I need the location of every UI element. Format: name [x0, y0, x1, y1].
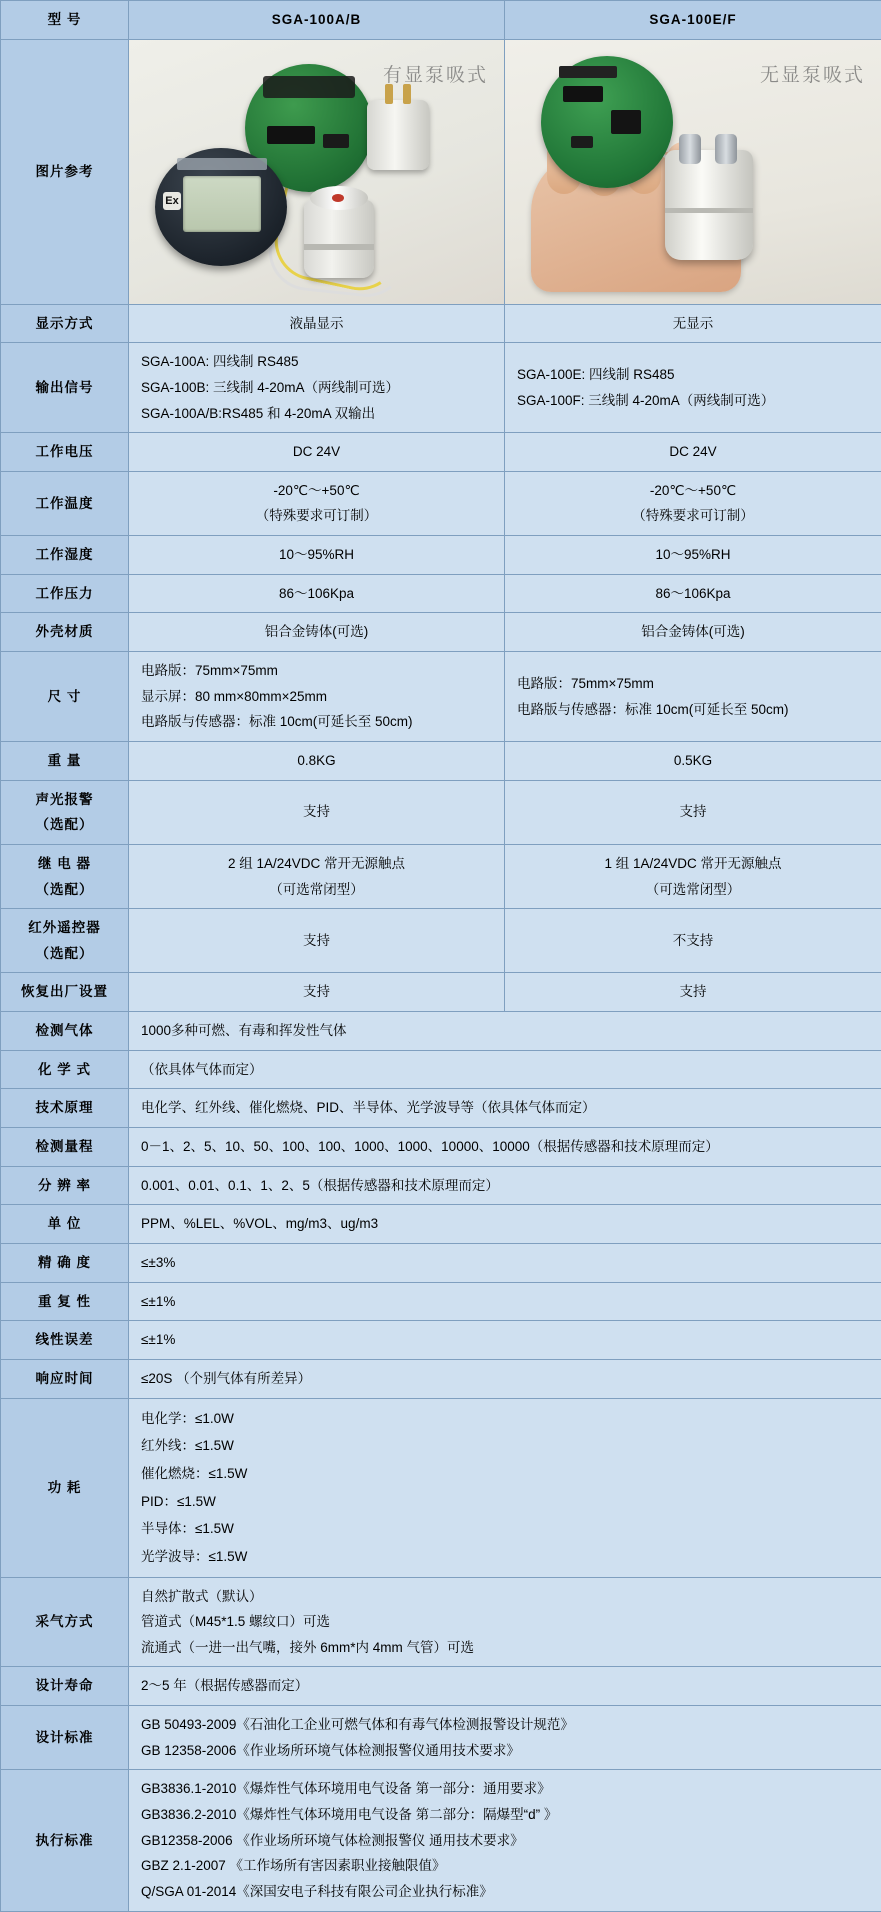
cell-alarm-e: [505, 780, 881, 844]
header-model-a: SGA-100A/B: [129, 1, 505, 40]
text-line: 红外线：≤1.5W: [141, 1432, 873, 1460]
text-line: PID：≤1.5W: [141, 1488, 873, 1516]
text-line: ≤20S （个别气体有所差异）: [141, 1366, 873, 1392]
lines: [9, 1828, 120, 1854]
cell-weight-e: [505, 741, 881, 780]
lcd-screen: [183, 176, 261, 232]
row-label-weight: 重 量: [1, 741, 129, 780]
text-line: 10～95%RH: [513, 542, 873, 568]
text-line: GBZ 2.1-2007 《工作场所有害因素职业接触限值》: [141, 1853, 873, 1879]
table-row: [1, 1050, 881, 1089]
lines: [9, 1673, 120, 1699]
cell-execution-standard: [129, 1770, 881, 1911]
sensor-seam: [665, 208, 753, 213]
display-meter: [155, 148, 287, 266]
row-label-photo: 图片参考: [1, 39, 129, 304]
text-line: 设计标准: [9, 1725, 120, 1751]
lines: [141, 1018, 873, 1044]
text-line: SGA-100A/B:RS485 和 4-20mA 双输出: [141, 401, 496, 427]
text-line: 电路版与传感器：标准 10cm(可延长至 50cm): [141, 709, 496, 735]
text-line: 催化燃烧：≤1.5W: [141, 1460, 873, 1488]
table-row: [1, 1282, 881, 1321]
row-label-design-standard: [1, 1706, 129, 1770]
text-line: 2～5 年（根据传感器而定）: [141, 1673, 873, 1699]
text-line: -20℃～+50℃: [513, 478, 873, 504]
chip-icon: [571, 136, 593, 148]
text-line: 0－1、2、5、10、50、100、100、1000、1000、10000、10000（根据传感器和技术原理而定）: [141, 1134, 873, 1160]
text-line: 执行标准: [9, 1828, 120, 1854]
lines: [141, 1289, 873, 1315]
sensor-connector: [367, 100, 429, 170]
cell-pressure-a: [129, 574, 505, 613]
table-row: [1, 343, 881, 433]
lines: [137, 581, 496, 607]
text-line: DC 24V: [513, 439, 873, 465]
lines: [513, 439, 873, 465]
cell-range: [129, 1128, 881, 1167]
text-line: 电化学、红外线、催化燃烧、PID、半导体、光学波导等（依具体气体而定）: [141, 1095, 873, 1121]
text-line: 设计寿命: [9, 1673, 120, 1699]
row-label-pressure: 工作压力: [1, 574, 129, 613]
table-row: [1, 574, 881, 613]
table-row: [1, 1398, 881, 1577]
pin-header-icon: [559, 66, 617, 78]
lines: [137, 979, 496, 1005]
lines: [137, 748, 496, 774]
cell-factory-reset-e: [505, 973, 881, 1012]
row-label-accuracy: [1, 1243, 129, 1282]
lines: [517, 362, 873, 413]
text-line: 光学波导：≤1.5W: [141, 1543, 873, 1571]
lines: [513, 799, 873, 825]
table-row: [1, 741, 881, 780]
table-row: [1, 1205, 881, 1244]
lines: [9, 1725, 120, 1751]
text-line: 分 辨 率: [9, 1173, 120, 1199]
row-label-repeatability: [1, 1282, 129, 1321]
lines: [9, 1095, 120, 1121]
photo-a-caption: 有显泵吸式: [383, 58, 488, 94]
text-line: 0.001、0.01、0.1、1、2、5（根据传感器和技术原理而定）: [141, 1173, 873, 1199]
table-row: [1, 1321, 881, 1360]
row-label-execution-standard: [1, 1770, 129, 1911]
cell-voltage-a: [129, 433, 505, 472]
lines: [141, 1211, 873, 1237]
text-line: （选配）: [9, 877, 120, 903]
text-line: 支持: [137, 928, 496, 954]
text-line: 不支持: [513, 928, 873, 954]
row-label-lifetime: [1, 1667, 129, 1706]
lines: [9, 1327, 120, 1353]
table-header-row: [1, 1, 881, 40]
lines: [137, 928, 496, 954]
lines: [141, 1366, 873, 1392]
text-line: （可选常闭型）: [513, 877, 873, 903]
text-line: 铝合金铸体(可选): [137, 619, 496, 645]
table-row: [1, 1012, 881, 1051]
text-line: 1000多种可燃、有毒和挥发性气体: [141, 1018, 873, 1044]
lines: [137, 311, 496, 337]
lines: [141, 1712, 873, 1763]
photo-cell-e: [505, 39, 881, 304]
text-line: SGA-100E: 四线制 RS485: [517, 362, 873, 388]
text-line: PPM、%LEL、%VOL、mg/m3、ug/m3: [141, 1211, 873, 1237]
cell-ir-remote-a: [129, 909, 505, 973]
text-line: 重 复 性: [9, 1289, 120, 1315]
table-row: [1, 1667, 881, 1706]
lines: [513, 311, 873, 337]
meter-band: [177, 158, 267, 170]
text-line: 检测量程: [9, 1134, 120, 1160]
lines: [9, 1475, 120, 1501]
row-label-technology: [1, 1089, 129, 1128]
text-line: ≤±1%: [141, 1289, 873, 1315]
cell-voltage-e: [505, 433, 881, 472]
lines: [141, 1095, 873, 1121]
row-label-linearity: [1, 1321, 129, 1360]
cell-factory-reset-a: [129, 973, 505, 1012]
lines: [513, 619, 873, 645]
chip-icon: [611, 110, 641, 134]
table-row: [1, 536, 881, 575]
lines: [141, 658, 496, 735]
lines: [137, 542, 496, 568]
cell-chemical-formula: [129, 1050, 881, 1089]
row-label-range: [1, 1128, 129, 1167]
lines: [9, 1057, 120, 1083]
lines: [9, 1018, 120, 1044]
row-label-response-time: [1, 1359, 129, 1398]
cell-humidity-e: [505, 536, 881, 575]
cell-housing-e: [505, 613, 881, 652]
table-row: [1, 39, 881, 304]
text-line: （选配）: [9, 812, 120, 838]
cell-display-e: [505, 304, 881, 343]
table-row: [1, 1166, 881, 1205]
table-row: [1, 1128, 881, 1167]
table-row: [1, 304, 881, 343]
text-line: 电路版与传感器：标准 10cm(可延长至 50cm): [517, 697, 873, 723]
text-line: 响应时间: [9, 1366, 120, 1392]
text-line: 支持: [137, 979, 496, 1005]
text-line: 红外遥控器: [9, 915, 120, 941]
cell-temperature-e: [505, 471, 881, 535]
lines: [141, 1405, 873, 1571]
lines: [513, 478, 873, 529]
row-label-dimensions: 尺 寸: [1, 652, 129, 742]
text-line: Q/SGA 01-2014《深国安电子科技有限公司企业执行标准》: [141, 1879, 873, 1905]
text-line: 铝合金铸体(可选): [513, 619, 873, 645]
lines: [137, 799, 496, 825]
text-line: GB 50493-2009《石油化工企业可燃气体和有毒气体检测报警设计规范》: [141, 1712, 873, 1738]
text-line: 管道式（M45*1.5 螺纹口）可选: [141, 1609, 873, 1635]
text-line: 电化学：≤1.0W: [141, 1405, 873, 1433]
table-row: [1, 1577, 881, 1667]
lines: [137, 851, 496, 902]
lines: [9, 851, 120, 902]
lines: [9, 1173, 120, 1199]
chip-icon: [267, 126, 315, 144]
gas-port-icon: [715, 134, 737, 164]
text-line: 电路版：75mm×75mm: [141, 658, 496, 684]
row-label-housing: 外壳材质: [1, 613, 129, 652]
lines: [9, 787, 120, 838]
table-row: [1, 844, 881, 908]
text-line: 技术原理: [9, 1095, 120, 1121]
ex-mark-icon: Ex: [163, 192, 181, 210]
text-line: （可选常闭型）: [137, 877, 496, 903]
lines: [9, 1366, 120, 1392]
row-label-detected-gas: [1, 1012, 129, 1051]
row-label-temperature: 工作温度: [1, 471, 129, 535]
text-line: 继 电 器: [9, 851, 120, 877]
sensor-indicator: [332, 194, 344, 202]
table-row: [1, 1706, 881, 1770]
text-line: SGA-100A: 四线制 RS485: [141, 349, 496, 375]
text-line: 支持: [137, 799, 496, 825]
row-label-output: 输出信号: [1, 343, 129, 433]
gas-port-icon: [679, 134, 701, 164]
chip-icon: [323, 134, 349, 148]
cell-pressure-e: [505, 574, 881, 613]
lines: [141, 1673, 873, 1699]
text-line: GB 12358-2006《作业场所环境气体检测报警仪通用技术要求》: [141, 1738, 873, 1764]
text-line: -20℃～+50℃: [137, 478, 496, 504]
lines: [517, 671, 873, 722]
table-row: [1, 1243, 881, 1282]
cell-dimensions-e: [505, 652, 881, 742]
lines: [141, 1173, 873, 1199]
photo-cell-a: [129, 39, 505, 304]
cell-repeatability: [129, 1282, 881, 1321]
lines: [141, 1327, 873, 1353]
text-line: 显示屏：80 mm×80mm×25mm: [141, 684, 496, 710]
text-line: 线性误差: [9, 1327, 120, 1353]
lines: [141, 1057, 873, 1083]
lines: [9, 1134, 120, 1160]
lines: [513, 928, 873, 954]
cell-technology: [129, 1089, 881, 1128]
cell-output-a: [129, 343, 505, 433]
cell-resolution: [129, 1166, 881, 1205]
text-line: 精 确 度: [9, 1250, 120, 1276]
cell-power: [129, 1398, 881, 1577]
photo-a: [129, 40, 504, 304]
photo-e: [505, 40, 881, 304]
text-line: ≤±1%: [141, 1327, 873, 1353]
row-label-power: [1, 1398, 129, 1577]
row-label-alarm: [1, 780, 129, 844]
row-label-unit: [1, 1205, 129, 1244]
text-line: 自然扩散式（默认）: [141, 1584, 873, 1610]
text-line: 恢复出厂设置: [9, 979, 120, 1005]
cell-output-e: [505, 343, 881, 433]
lines: [141, 1584, 873, 1661]
text-line: SGA-100B: 三线制 4-20mA（两线制可选）: [141, 375, 496, 401]
cell-response-time: [129, 1359, 881, 1398]
table-row: [1, 780, 881, 844]
text-line: GB12358-2006 《作业场所环境气体检测报警仪 通用技术要求》: [141, 1828, 873, 1854]
table-row: [1, 433, 881, 472]
cell-detected-gas: [129, 1012, 881, 1051]
lines: [137, 619, 496, 645]
cell-relay-a: [129, 844, 505, 908]
sensor-seam: [304, 244, 374, 250]
table-row: [1, 652, 881, 742]
row-label-ir-remote: [1, 909, 129, 973]
row-label-resolution: [1, 1166, 129, 1205]
text-line: 0.8KG: [137, 748, 496, 774]
photo-e-caption: 无显泵吸式: [760, 58, 865, 94]
table-row: [1, 909, 881, 973]
text-line: DC 24V: [137, 439, 496, 465]
table-row: [1, 471, 881, 535]
text-line: 无显示: [513, 311, 873, 337]
row-label-humidity: 工作湿度: [1, 536, 129, 575]
row-label-chemical-formula: [1, 1050, 129, 1089]
pump-sensor-a: [304, 200, 374, 278]
text-line: SGA-100F: 三线制 4-20mA（两线制可选）: [517, 388, 873, 414]
cell-relay-e: [505, 844, 881, 908]
table-row: [1, 1770, 881, 1911]
lines: [9, 979, 120, 1005]
table-row: [1, 1089, 881, 1128]
cell-linearity: [129, 1321, 881, 1360]
pump-sensor-e: [665, 150, 753, 260]
lines: [513, 748, 873, 774]
lines: [9, 915, 120, 966]
cell-display-a: [129, 304, 505, 343]
cell-sampling: [129, 1577, 881, 1667]
lines: [9, 1250, 120, 1276]
cell-ir-remote-e: [505, 909, 881, 973]
chip-icon: [563, 86, 603, 102]
text-line: （特殊要求可订制）: [513, 503, 873, 529]
text-line: GB3836.2-2010《爆炸性气体环境用电气设备 第二部分：隔爆型“d” 》: [141, 1802, 873, 1828]
row-label-display: 显示方式: [1, 304, 129, 343]
header-model-e: SGA-100E/F: [505, 1, 881, 40]
text-line: 采气方式: [9, 1609, 120, 1635]
table-row: [1, 613, 881, 652]
lines: [141, 1776, 873, 1904]
row-label-relay: [1, 844, 129, 908]
cell-humidity-a: [129, 536, 505, 575]
text-line: 功 耗: [9, 1475, 120, 1501]
cell-alarm-a: [129, 780, 505, 844]
lines: [9, 1609, 120, 1635]
lines: [141, 1250, 873, 1276]
cell-design-standard: [129, 1706, 881, 1770]
lines: [137, 478, 496, 529]
lines: [141, 349, 496, 426]
text-line: GB3836.1-2010《爆炸性气体环境用电气设备 第一部分：通用要求》: [141, 1776, 873, 1802]
cell-temperature-a: [129, 471, 505, 535]
text-line: 2 组 1A/24VDC 常开无源触点: [137, 851, 496, 877]
text-line: （依具体气体而定）: [141, 1057, 873, 1083]
table-row: [1, 1359, 881, 1398]
text-line: 电路版：75mm×75mm: [517, 671, 873, 697]
text-line: 单 位: [9, 1211, 120, 1237]
cell-housing-a: [129, 613, 505, 652]
text-line: 10～95%RH: [137, 542, 496, 568]
row-label-voltage: 工作电压: [1, 433, 129, 472]
lines: [513, 979, 873, 1005]
table-row: [1, 973, 881, 1012]
text-line: 1 组 1A/24VDC 常开无源触点: [513, 851, 873, 877]
cell-lifetime: [129, 1667, 881, 1706]
cell-unit: [129, 1205, 881, 1244]
header-label-cell: 型 号: [1, 1, 129, 40]
lines: [9, 1211, 120, 1237]
text-line: 半导体：≤1.5W: [141, 1515, 873, 1543]
lines: [513, 581, 873, 607]
text-line: 支持: [513, 979, 873, 1005]
lines: [137, 439, 496, 465]
lines: [513, 851, 873, 902]
text-line: 声光报警: [9, 787, 120, 813]
cell-weight-a: [129, 741, 505, 780]
lines: [9, 1289, 120, 1315]
text-line: 液晶显示: [137, 311, 496, 337]
cell-dimensions-a: [129, 652, 505, 742]
text-line: （特殊要求可订制）: [137, 503, 496, 529]
text-line: 流通式（一进一出气嘴，接外 6mm*内 4mm 气管）可选: [141, 1635, 873, 1661]
text-line: 86～106Kpa: [513, 581, 873, 607]
text-line: 支持: [513, 799, 873, 825]
lines: [141, 1134, 873, 1160]
circuit-board-e: [541, 56, 673, 188]
row-label-factory-reset: [1, 973, 129, 1012]
text-line: 0.5KG: [513, 748, 873, 774]
row-label-sampling: [1, 1577, 129, 1667]
cell-accuracy: [129, 1243, 881, 1282]
text-line: 化 学 式: [9, 1057, 120, 1083]
text-line: ≤±3%: [141, 1250, 873, 1276]
text-line: 检测气体: [9, 1018, 120, 1044]
text-line: （选配）: [9, 941, 120, 967]
text-line: 86～106Kpa: [137, 581, 496, 607]
lines: [513, 542, 873, 568]
